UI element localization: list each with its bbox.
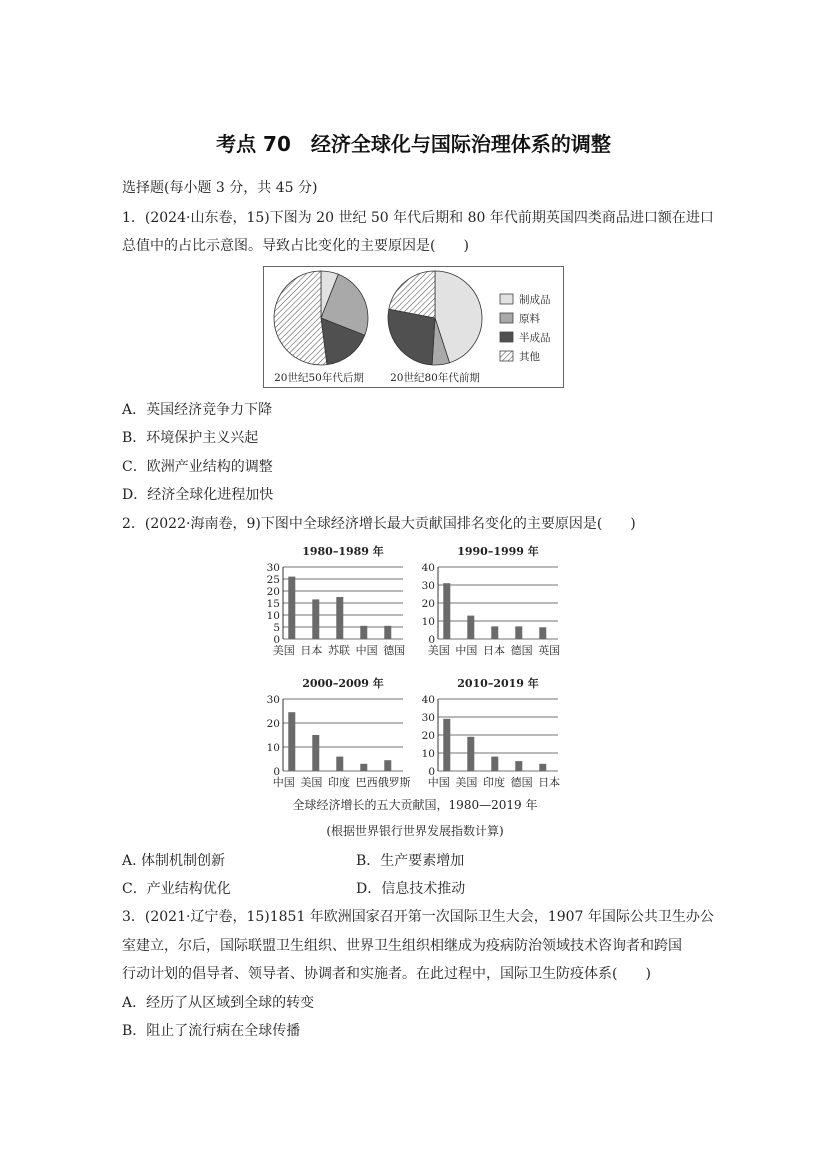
q2-option-c[interactable]: C．产业结构优化 bbox=[122, 881, 231, 897]
legend-swatch-raw bbox=[500, 313, 513, 323]
bar0-ytick: 15 bbox=[266, 598, 280, 610]
bar1-ytick: 40 bbox=[421, 562, 435, 574]
q2-option-b[interactable]: B．生产要素增加 bbox=[356, 853, 465, 869]
q3-stem-line1: 3．(2021·辽宁卷，15)1851 年欧洲国家召开第一次国际卫生大会，1907 年国际公共卫生办公 bbox=[122, 909, 714, 925]
bar0-bar-0 bbox=[288, 577, 295, 639]
bar3-category-label: 印度 bbox=[483, 776, 505, 789]
bar0-ytick: 20 bbox=[266, 586, 280, 598]
q3-option-a[interactable]: A．经历了从区域到全球的转变 bbox=[122, 995, 315, 1011]
bar1-ytick: 0 bbox=[428, 634, 435, 646]
q2-option-a[interactable]: A. 体制机制创新 bbox=[122, 853, 226, 869]
bar2-category-label: 印度 bbox=[328, 776, 350, 789]
bar0-ytick: 25 bbox=[266, 574, 280, 586]
legend-label-raw: 原料 bbox=[519, 313, 540, 325]
legend-swatch-semi bbox=[500, 332, 513, 342]
pie2-title: 20世纪80年代前期 bbox=[390, 372, 480, 384]
page-title: 考点 70 经济全球化与国际治理体系的调整 bbox=[216, 132, 611, 156]
q2-caption-2: (根据世界银行世界发展指数计算) bbox=[326, 824, 504, 838]
bar3-bar-0 bbox=[443, 719, 450, 771]
bar-chart-1990s bbox=[422, 544, 561, 657]
bar0-category-label: 日本 bbox=[300, 644, 323, 657]
bar1-bar-0 bbox=[443, 583, 450, 639]
bar3-ytick: 20 bbox=[421, 730, 435, 742]
bar3-bar-4 bbox=[539, 764, 546, 771]
bar2-bar-4 bbox=[384, 760, 391, 771]
bar2-bar-0 bbox=[288, 712, 295, 771]
bar3-ytick: 0 bbox=[428, 766, 435, 778]
bar2-ytick: 0 bbox=[273, 766, 280, 778]
bar1-category-label: 德国 bbox=[510, 644, 533, 657]
bar3-ytick: 40 bbox=[421, 694, 435, 706]
bar0-category-label: 德国 bbox=[383, 644, 406, 657]
bar2-ytick: 20 bbox=[266, 718, 280, 730]
bar2-category-label: 俄罗斯 bbox=[377, 776, 411, 789]
pie1-title: 20世纪50年代后期 bbox=[274, 372, 364, 384]
bar0-category-label: 中国 bbox=[355, 644, 378, 657]
legend-label-manufactured: 制成品 bbox=[519, 294, 551, 306]
bar3-category-label: 美国 bbox=[455, 776, 478, 789]
bar0-bar-2 bbox=[336, 597, 343, 639]
bar1-category-label: 日本 bbox=[483, 644, 505, 657]
legend-swatch-other bbox=[500, 351, 513, 361]
q2-caption-1: 全球经济增长的五大贡献国，1980—2019 年 bbox=[292, 798, 538, 812]
bar2-category-label: 美国 bbox=[300, 776, 323, 789]
q1-stem-line1: 1．(2024·山东卷，15)下图为 20 世纪 50 年代后期和 80 年代前期英国四类商品进口额在进口 bbox=[122, 210, 714, 226]
bar3-category-label: 中国 bbox=[427, 776, 450, 789]
bar0-ytick: 30 bbox=[266, 562, 280, 574]
bar2-ytick: 10 bbox=[266, 742, 280, 754]
bar2-ytick: 30 bbox=[266, 694, 280, 706]
bar3-category-label: 德国 bbox=[510, 776, 533, 789]
q1-option-a[interactable]: A．英国经济竞争力下降 bbox=[122, 402, 273, 418]
bar2-bar-2 bbox=[336, 757, 343, 771]
section-header: 选择题(每小题 3 分，共 45 分) bbox=[122, 180, 318, 196]
bar0-category-label: 苏联 bbox=[328, 644, 350, 657]
bar3-ytick: 30 bbox=[421, 712, 435, 724]
q3-stem-line3: 行动计划的倡导者、领导者、协调者和实施者。在此过程中，国际卫生防疫体系( ) bbox=[122, 966, 651, 982]
bar0-ytick: 10 bbox=[266, 610, 280, 622]
bar1-title: 1990–1999 年 bbox=[457, 545, 539, 558]
q1-pie-figure bbox=[263, 266, 565, 389]
bar0-ytick: 0 bbox=[273, 634, 280, 646]
bar0-category-label: 美国 bbox=[272, 644, 295, 657]
pie-chart-1980s bbox=[388, 271, 482, 365]
bar1-bar-2 bbox=[491, 626, 498, 639]
q3-stem-line2: 室建立，尔后，国际联盟卫生组织、世界卫生组织相继成为疫病防治领域技术咨询者和跨国 bbox=[122, 938, 682, 954]
q2-option-d[interactable]: D．信息技术推动 bbox=[356, 881, 466, 897]
q2-bar-figure bbox=[255, 543, 575, 793]
bar0-title: 1980–1989 年 bbox=[302, 545, 384, 558]
bar0-bar-4 bbox=[384, 626, 391, 639]
bar2-bar-1 bbox=[312, 735, 319, 771]
bar2-title: 2000–2009 年 bbox=[302, 677, 384, 690]
q3-option-b[interactable]: B．阻止了流行病在全球传播 bbox=[122, 1023, 301, 1039]
bar1-category-label: 中国 bbox=[455, 644, 478, 657]
bar3-bar-3 bbox=[515, 761, 522, 771]
bar1-ytick: 30 bbox=[421, 580, 435, 592]
bar1-bar-1 bbox=[467, 616, 474, 639]
legend-label-semi: 半成品 bbox=[519, 332, 551, 344]
bar1-ytick: 10 bbox=[421, 616, 435, 628]
bar0-bar-3 bbox=[360, 626, 367, 639]
bar3-bar-1 bbox=[467, 737, 474, 771]
bar0-ytick: 5 bbox=[273, 622, 280, 634]
q2-stem: 2．(2022·海南卷，9)下图中全球经济增长最大贡献国排名变化的主要原因是( ) bbox=[122, 516, 636, 532]
q1-option-d[interactable]: D．经济全球化进程加快 bbox=[122, 487, 274, 503]
bar1-ytick: 20 bbox=[421, 598, 435, 610]
bar3-title: 2010–2019 年 bbox=[457, 677, 539, 690]
bar3-ytick: 10 bbox=[421, 748, 435, 760]
legend-swatch-manufactured bbox=[500, 294, 513, 304]
bar-chart-1980s bbox=[267, 544, 406, 657]
bar3-category-label: 日本 bbox=[538, 776, 561, 789]
q1-option-b[interactable]: B．环境保护主义兴起 bbox=[122, 430, 259, 446]
bar1-category-label: 美国 bbox=[427, 644, 450, 657]
bar3-bar-2 bbox=[491, 757, 498, 771]
legend-label-other: 其他 bbox=[519, 351, 540, 363]
pie-chart-1950s bbox=[274, 271, 368, 365]
bar-chart-2000s bbox=[267, 676, 411, 789]
bar2-category-label: 中国 bbox=[272, 776, 295, 789]
bar1-category-label: 英国 bbox=[538, 644, 561, 657]
q1-option-c[interactable]: C．欧洲产业结构的调整 bbox=[122, 459, 273, 475]
bar2-bar-3 bbox=[360, 764, 367, 771]
bar-chart-2010s bbox=[422, 676, 561, 789]
bar0-bar-1 bbox=[312, 599, 319, 639]
bar1-bar-3 bbox=[515, 626, 522, 639]
bar2-category-label: 巴西 bbox=[355, 776, 378, 789]
bar1-bar-4 bbox=[539, 627, 546, 639]
q1-stem-line2: 总值中的占比示意图。导致占比变化的主要原因是( ) bbox=[122, 238, 469, 254]
